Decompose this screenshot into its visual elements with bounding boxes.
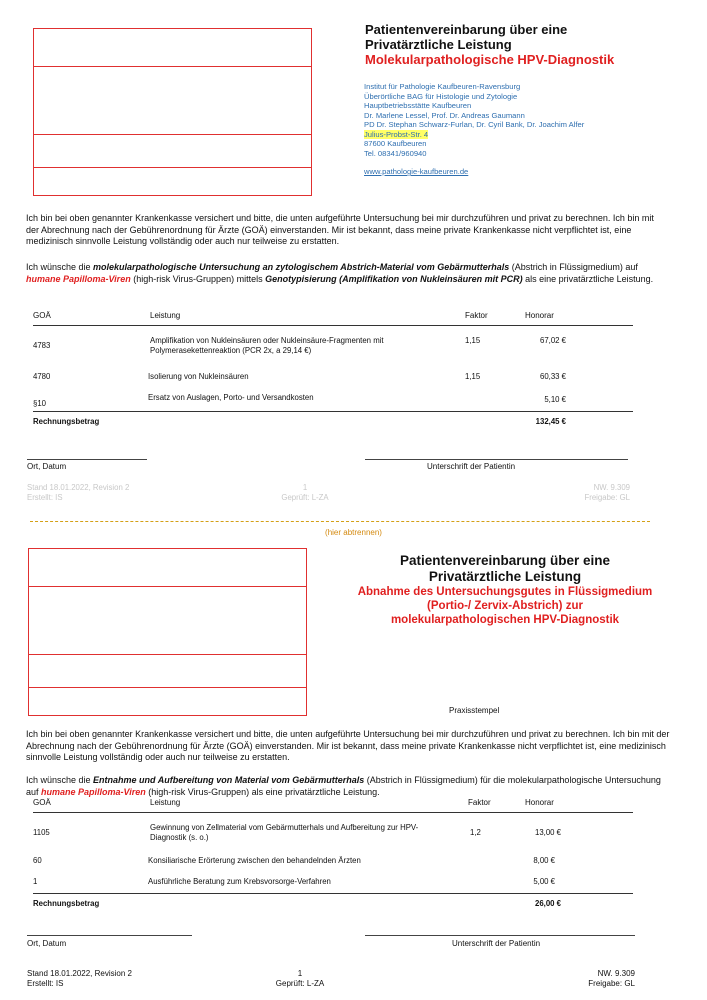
form1-method: Genotypisierung (Amplifikation von Nukleinsäuren mit PCR) [265, 273, 523, 284]
form1-hpv-term: humane Papilloma-Viren [26, 273, 131, 284]
row-honorar: 13,00 € [534, 828, 561, 837]
table1-header-line [33, 325, 633, 326]
total-label: Rechnungsbetrag [33, 899, 100, 908]
footer-center: 1 Geprüft: L-ZA [281, 483, 329, 502]
institute-line: Dr. Marlene Lessel, Prof. Dr. Andreas Gaumann [364, 110, 525, 120]
website-link[interactable]: www.pathologie-kaufbeuren.de [364, 167, 469, 176]
cut-line [30, 521, 650, 522]
row-honorar: 60,33 € [539, 372, 566, 381]
insurance-box-1-divider [33, 66, 312, 67]
signature-label: Unterschrift der Patientin [452, 939, 541, 948]
insurance-box-1-divider [33, 167, 312, 168]
col-leistung: Leistung [150, 798, 181, 807]
ort-datum-label: Ort, Datum [27, 462, 67, 471]
footer-right: NW. 9.309 Freigabe: GL [588, 969, 635, 988]
footer-left: Stand 18.01.2022, Revision 2 Erstellt: IS [27, 969, 132, 988]
ort-datum-label: Ort, Datum [27, 939, 67, 948]
insurance-box-1-divider [33, 134, 312, 135]
insurance-box-2 [28, 548, 307, 716]
institute-line: Institut für Pathologie Kaufbeuren-Ravensburg [364, 82, 521, 91]
form2-title-red: Abnahme des Untersuchungsgutes in Flüssigmedium [357, 586, 653, 598]
table2-header-line [33, 812, 633, 813]
row-goa: 1 [33, 877, 38, 886]
form2-hpv-term: humane Papilloma-Viren [41, 786, 146, 797]
row-honorar: 67,02 € [539, 336, 566, 345]
col-goa: GOÄ [33, 311, 51, 320]
form1-title-red: Molekularpathologische HPV-Diagnostik [365, 52, 615, 67]
form2-consent-paragraph: Ich bin bei oben genannter Krankenkasse versichert und bitte, die unten aufgeführte Untersuchung bei mir durchzuführen und privat zu berechnen. Ich bin mit der Abrechnung nach der Gebührenordnung für Ärzte (GOÄ) einverstanden. Mir ist bekannt, dass meine private Krankenkasse nicht verpflichtet ist, eine medizinisch sinnvolle Leistung vollständig oder auch nur teilweise zu erstatten. [26, 729, 670, 762]
institute-address [364, 82, 694, 177]
institute-line: Überörtliche BAG für Histologie und Zytologie [364, 91, 518, 101]
col-leistung: Leistung [150, 311, 181, 320]
form2-title-line2: Privatärztliche Leistung [428, 569, 582, 584]
form2-title-red: (Portio-/ Zervix-Abstrich) zur [427, 600, 583, 612]
col-faktor: Faktor [468, 798, 491, 807]
col-goa: GOÄ [33, 798, 51, 807]
institute-line: Hauptbetriebsstätte Kaufbeuren [364, 101, 472, 110]
footer-right: NW. 9.309 Freigabe: GL [584, 483, 630, 502]
row-goa: 1105 [33, 828, 50, 837]
col-honorar: Honorar [525, 798, 554, 807]
date-line [27, 459, 147, 460]
form2-exam-name: Entnahme und Aufbereitung von Material vom Gebärmutterhals [93, 775, 365, 785]
row-faktor: 1,15 [465, 372, 481, 381]
form2-title-red: molekularpathologischen HPV-Diagnostik [390, 614, 620, 626]
row-honorar: 5,10 € [544, 395, 566, 404]
total-value: 132,45 € [535, 417, 566, 426]
form2-request-paragraph: Ich wünsche die Entnahme und Aufbereitung von Material vom Gebärmutterhals (Abstrich in Flüssigmedium) für die molekularpathologische Untersuchung auf humane Papilloma-Viren (high-risk Virus-Gruppen) als eine privatärztliche Leistung. [26, 775, 661, 797]
signature-label: Unterschrift der Patientin [427, 462, 516, 471]
insurance-box-1 [33, 28, 312, 196]
form2-title-block [330, 553, 680, 627]
row-goa: 4780 [33, 372, 51, 381]
signature-line [365, 459, 628, 460]
row-leistung: Ausführliche Beratung zum Krebsvorsorge-Verfahren [148, 877, 331, 886]
date-line [27, 935, 192, 936]
table2-total-line [33, 893, 633, 894]
insurance-box-2-divider [28, 586, 307, 587]
phone: Tel. 08341/960940 [364, 148, 427, 158]
table1-total-line [33, 411, 633, 412]
row-goa: 60 [33, 856, 42, 865]
insurance-box-2-divider [28, 687, 307, 688]
signature-line [365, 935, 635, 936]
row-goa: 4783 [33, 341, 51, 350]
street-address: Julius-Probst-Str. 4 [364, 129, 429, 139]
row-honorar: 8,00 € [533, 856, 555, 865]
insurance-box-2-divider [28, 654, 307, 655]
institute-line: PD Dr. Stephan Schwarz-Furlan, Dr. Cyril Bank, Dr. Joachim Alfer [364, 120, 585, 129]
form1-title-line1: Patientenvereinbarung über eine [365, 22, 568, 37]
total-label: Rechnungsbetrag [33, 417, 100, 426]
cut-label: (hier abtrennen) [325, 528, 382, 537]
total-value: 26,00 € [534, 899, 561, 908]
row-faktor: 1,2 [470, 828, 481, 837]
form1-title-line2: Privatärztliche Leistung [365, 37, 512, 52]
row-goa: §10 [33, 399, 47, 408]
col-honorar: Honorar [525, 311, 554, 320]
row-leistung: Gewinnung von Zellmaterial vom Gebärmutterhals und Aufbereitung zur HPV-Diagnostik (s. o.) [150, 823, 419, 842]
form1-consent-paragraph: Ich bin bei oben genannter Krankenkasse versichert und bitte, die unten aufgeführte Untersuchung bei mir durchzuführen und privat zu berechnen. Ich bin mit der Abrechnung nach der Gebührenordnung für Ärzte (GOÄ) einverstanden. Mir ist bekannt, dass meine private Krankenkasse nicht verpflichtet ist, eine medizinisch sinnvolle Leistung vollständig oder auch nur teilweise zu erstatten. [26, 213, 654, 246]
praxisstempel-label: Praxisstempel [449, 706, 500, 715]
col-faktor: Faktor [465, 311, 488, 320]
form1-request-paragraph: Ich wünsche die molekularpathologische Untersuchung an zytologischem Abstrich-Material vom Gebärmutterhals (Abstrich in Flüssigmedium) auf humane Papilloma-Viren (high-risk Virus-Gruppen) mittels Genotypisierung (Amplifikation von Nukleinsäuren mit PCR) als eine privatärztliche Leistung. [26, 262, 654, 284]
form2-title-line1: Patientenvereinbarung über eine [399, 553, 611, 568]
row-leistung: Ersatz von Auslagen, Porto- und Versandkosten [148, 393, 314, 402]
row-leistung: Isolierung von Nukleinsäuren [148, 372, 249, 381]
city: 87600 Kaufbeuren [364, 139, 427, 148]
row-leistung: Konsiliarische Erörterung zwischen den behandelnden Ärzten [148, 856, 361, 865]
footer-left: Stand 18.01.2022, Revision 2 Erstellt: IS [27, 483, 130, 502]
row-leistung: Amplifikation von Nukleinsäuren oder Nukleinsäure-Fragmenten mit Polymerasekettenreaktion (PCR 2x, a 29,14 €) [150, 336, 384, 355]
row-honorar: 5,00 € [533, 877, 555, 886]
form1-exam-name: molekularpathologische Untersuchung an zytologischem Abstrich-Material vom Gebärmutterhals [93, 262, 510, 272]
row-faktor: 1,15 [465, 336, 481, 345]
form1-title-block [365, 22, 695, 67]
footer-center: 1 Geprüft: L-ZA [275, 969, 325, 988]
